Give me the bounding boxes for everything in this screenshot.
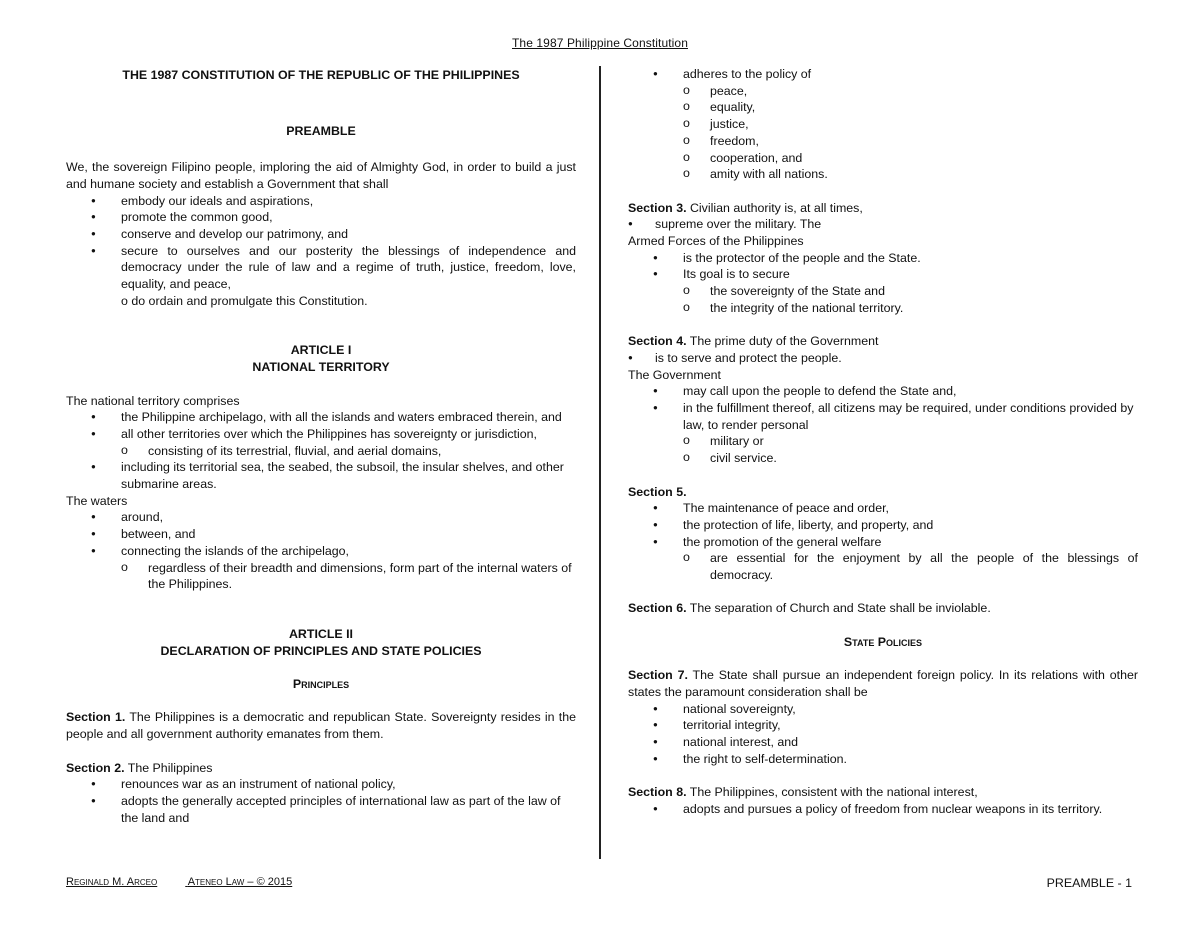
section-4-government-list xyxy=(628,383,1138,467)
list-item: ● secure to ourselves and our posterity the blessings of independence and democracy under the rule of law and a regime of truth, justice, freedom, love, equality, and peace, xyxy=(66,243,576,293)
article-1-subtitle: NATIONAL TERRITORY xyxy=(252,360,390,375)
section-4 xyxy=(628,333,1138,350)
list-item: ● The maintenance of peace and order, xyxy=(628,500,1138,517)
list-item: ● in the fulfillment thereof, all citizens may be required, under conditions provided by law, to render personal xyxy=(628,400,1138,433)
section-text: Civilian authority is, at all times, xyxy=(686,200,863,215)
article-2-subtitle: DECLARATION OF PRINCIPLES AND STATE POLICIES xyxy=(160,643,482,658)
section-4-government: The Government xyxy=(628,367,721,382)
section-label: Section 1. xyxy=(66,710,126,725)
page-footer-left xyxy=(66,876,320,888)
list-item: ● national sovereignty, xyxy=(628,701,1138,718)
article-1-title: ARTICLE I xyxy=(290,343,352,358)
section-2-continued-list xyxy=(628,66,1138,183)
preamble-sub-item: o do ordain and promulgate this Constitution. xyxy=(121,293,368,308)
territory-list xyxy=(66,409,576,493)
sub-list-item: o equality, xyxy=(628,99,1138,116)
section-3-list xyxy=(628,216,1138,233)
section-1 xyxy=(66,709,576,742)
section-8-list xyxy=(628,801,1138,818)
list-item: ● connecting the islands of the archipelago, xyxy=(66,543,576,560)
section-text: The separation of Church and State shall be inviolable. xyxy=(686,601,991,616)
footer-school: Ateneo Law – © 2015 xyxy=(187,876,293,888)
list-item: ● the promotion of the general welfare xyxy=(628,534,1138,551)
section-2 xyxy=(66,760,576,777)
list-item: ● may call upon the people to defend the State and, xyxy=(628,383,1138,400)
principles-heading: Principles xyxy=(292,677,350,692)
sub-list-item: o freedom, xyxy=(628,133,1138,150)
section-label: Section 6. xyxy=(628,601,687,616)
left-column xyxy=(66,64,576,826)
section-6 xyxy=(628,600,1138,617)
section-3 xyxy=(628,200,1138,217)
waters-intro: The waters xyxy=(66,493,128,508)
section-5-list xyxy=(628,500,1138,584)
sub-list-item: o justice, xyxy=(628,116,1138,133)
list-item: ● the right to self-determination. xyxy=(628,751,1138,768)
section-label: Section 8. xyxy=(628,785,687,800)
section-7 xyxy=(628,667,1138,700)
section-text: The prime duty of the Government xyxy=(686,334,879,349)
page-header: The 1987 Philippine Constitution xyxy=(512,36,688,50)
list-item: ● promote the common good, xyxy=(66,209,576,226)
sub-list-item: o the sovereignty of the State and xyxy=(628,283,1138,300)
list-item: ● the protection of life, liberty, and property, and xyxy=(628,517,1138,534)
list-item: ● Its goal is to secure xyxy=(628,266,1138,283)
sub-list-item: o regardless of their breadth and dimensions, form part of the internal waters of the Philippines. xyxy=(66,560,576,593)
section-label: Section 7. xyxy=(628,668,688,683)
section-8 xyxy=(628,784,1138,801)
document-title: THE 1987 CONSTITUTION OF THE REPUBLIC OF THE PHILIPPINES xyxy=(122,68,520,82)
column-divider xyxy=(599,66,601,859)
section-text: The Philippines xyxy=(124,760,213,775)
preamble-heading: PREAMBLE xyxy=(286,123,356,138)
section-3-afp: Armed Forces of the Philippines xyxy=(628,234,804,249)
section-label: Section 2. xyxy=(66,760,125,775)
section-7-list xyxy=(628,701,1138,768)
list-item: ● renounces war as an instrument of national policy, xyxy=(66,776,576,793)
sub-list-item: o amity with all nations. xyxy=(628,166,1138,183)
preamble-intro: We, the sovereign Filipino people, imploring the aid of Almighty God, in order to build a just and humane society and establish a Government that shall xyxy=(66,160,576,191)
sub-list-item: o peace, xyxy=(628,83,1138,100)
state-policies-heading: State Policies xyxy=(843,634,923,649)
list-item: ● between, and xyxy=(66,526,576,543)
section-4-list xyxy=(628,350,1138,367)
page-number: PREAMBLE - 1 xyxy=(1046,876,1132,890)
section-label: Section 4. xyxy=(628,334,687,349)
territory-intro: The national territory comprises xyxy=(66,393,240,408)
list-item: ● territorial integrity, xyxy=(628,717,1138,734)
section-text: The Philippines, consistent with the national interest, xyxy=(686,785,978,800)
preamble-list xyxy=(66,193,576,293)
list-item: ● is the protector of the people and the State. xyxy=(628,250,1138,267)
list-item: ● supreme over the military. The xyxy=(628,216,1138,233)
list-item: ● the Philippine archipelago, with all the islands and waters embraced therein, and xyxy=(66,409,576,426)
section-label: Section 3. xyxy=(628,200,687,215)
list-item: ● conserve and develop our patrimony, and xyxy=(66,226,576,243)
list-item: ● adopts and pursues a policy of freedom from nuclear weapons in its territory. xyxy=(628,801,1138,818)
sub-list-item: o civil service. xyxy=(628,450,1138,467)
list-item: ● all other territories over which the Philippines has sovereignty or jurisdiction, xyxy=(66,426,576,443)
list-item: ● around, xyxy=(66,509,576,526)
section-2-list xyxy=(66,776,576,826)
sub-list-item: o are essential for the enjoyment by all the people of the blessings of democracy. xyxy=(628,550,1138,583)
section-text: The State shall pursue an independent foreign policy. In its relations with other states the paramount consideration shall be xyxy=(628,668,1138,699)
section-5-label: Section 5. xyxy=(628,484,687,499)
list-item: ● national interest, and xyxy=(628,734,1138,751)
sub-list-item: o cooperation, and xyxy=(628,150,1138,167)
sub-list-item: o the integrity of the national territory. xyxy=(628,300,1138,317)
list-item: ● is to serve and protect the people. xyxy=(628,350,1138,367)
waters-list xyxy=(66,509,576,593)
footer-author: Reginald M. Arceo xyxy=(66,876,158,888)
list-item: ● including its territorial sea, the seabed, the subsoil, the insular shelves, and other submarine areas. xyxy=(66,459,576,492)
right-column xyxy=(628,66,1138,818)
sub-list-item: o consisting of its terrestrial, fluvial, and aerial domains, xyxy=(66,443,576,460)
list-item: ● adopts the generally accepted principles of international law as part of the law of the land and xyxy=(66,793,576,826)
section-text: The Philippines is a democratic and republican State. Sovereignty resides in the people and all government authority emanates from them. xyxy=(66,710,577,742)
article-2-title: ARTICLE II xyxy=(288,626,354,641)
list-item: ● adheres to the policy of xyxy=(628,66,1138,83)
section-3-afp-list xyxy=(628,250,1138,317)
sub-list-item: o military or xyxy=(628,433,1138,450)
list-item: ● embody our ideals and aspirations, xyxy=(66,193,576,210)
